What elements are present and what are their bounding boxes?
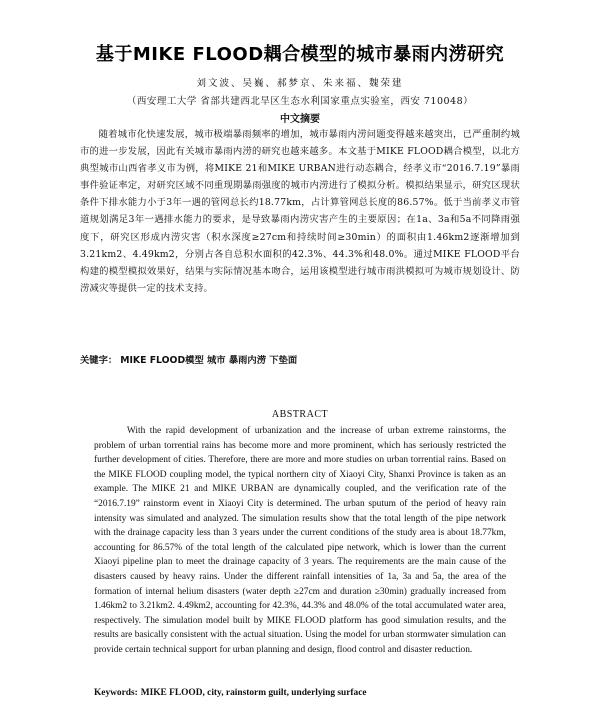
english-abstract-heading: ABSTRACT	[271, 409, 329, 420]
author-list: 刘文波、吴巍、郝梦京、朱来福、魏荣建	[196, 78, 404, 89]
chinese-keywords	[80, 352, 520, 366]
chinese-keywords-label: 关键字：	[80, 355, 118, 366]
paper-title: 基于MIKE FLOOD耦合模型的城市暴雨内涝研究	[95, 44, 505, 65]
english-keywords-label: Keywords:	[94, 688, 138, 698]
chinese-keywords-text: MIKE FLOOD模型 城市 暴雨内涝 下垫面	[120, 355, 298, 366]
english-abstract-body: With the rapid development of urbanization and the increase of urban extreme rainstorms, the problem of urban torrential rains has become more and more prominent, which has seriously restricted the further development of cities. Therefore, there are more and more studies on urban torrential rains. Based on the MIKE FLOOD coupling model, the typical northern city of Xiaoyi City, Shanxi Province is taken as an example. The MIKE 21 and MIKE URBAN are dynamically coupled, and the verification rate of the “2016.7.19” rainstorm event in Xiaoyi City is determined. The urban sputum of the period of heavy rain intensity was simulated and analyzed. The simulation results show that the total length of the pipe network with the drainage capacity less than 3 years under the current conditions of the study area is about 18.77km, accounting for 86.57% of the total length of the calculated pipe network, which is lower than the current Xiaoyi pipeline plan to meet the drainage capacity of 3 years. The requirements are the main cause of the disasters caused by heavy rains. Under the different rainfall intensities of 1a, 3a and 5a, the area of the formation of internal helium disasters (water depth ≥27cm and duration ≥30min) gradually increased from 1.46km2 to 3.21km2. 4.49km2, accounting for 42.3%, 44.3% and 48.0% of the total accumulated water area, respectively. The simulation model built by MIKE FLOOD platform has good simulation results, and the results are basically consistent with the actual situation. Using the model for urban stormwater simulation can provide certain technical support for urban planning and design, flood control and disaster reduction.	[94, 426, 506, 655]
chinese-abstract-body: 随着城市化快速发展，城市极端暴雨频率的增加，城市暴雨内涝问题变得越来越突出，已严重制约城市的进一步发展，因此有关城市暴雨内涝的研究也越来越多。本文基于MIKE FLOOD耦合模型，以北方典型城市山西省孝义市为例，将MIKE 21和MIKE URBAN进行动态耦合，经孝义市“2016.7.19”暴雨事件验证率定，对研究区域不同重现期暴雨强度的城市内涝进行了模拟分析。模拟结果显示，研究区现状条件下排水能力小于3年一遇的管网总长约18.77km，占计算管网总长度的86.57%。低于当前孝义市管道规划满足3年一遇排水能力的要求，是导致暴雨内涝灾害产生的主要原因；在1a、3a和5a不同降雨强度下，研究区形成内涝灾害（积水深度≥27cm和持续时间≥30min）的面积由1.46km2逐渐增加到3.21km2、4.49km2，分别占各自总积水面积的42.3%、44.3%和48.0%。通过MIKE FLOOD平台构建的模型模拟效果好，结果与实际情况基本吻合，运用该模型进行城市雨洪模拟可为城市规划设计、防涝减灾等提供一定的技术支持。	[80, 129, 520, 294]
english-keywords	[94, 688, 506, 698]
chinese-abstract-heading: 中文摘要	[280, 114, 320, 125]
english-keywords-text: MIKE FLOOD, city, rainstorm guilt, underlying surface	[140, 688, 367, 698]
author-affiliation: （西安理工大学 省部共建西北旱区生态水利国家重点实验室，西安 710048）	[126, 96, 474, 107]
